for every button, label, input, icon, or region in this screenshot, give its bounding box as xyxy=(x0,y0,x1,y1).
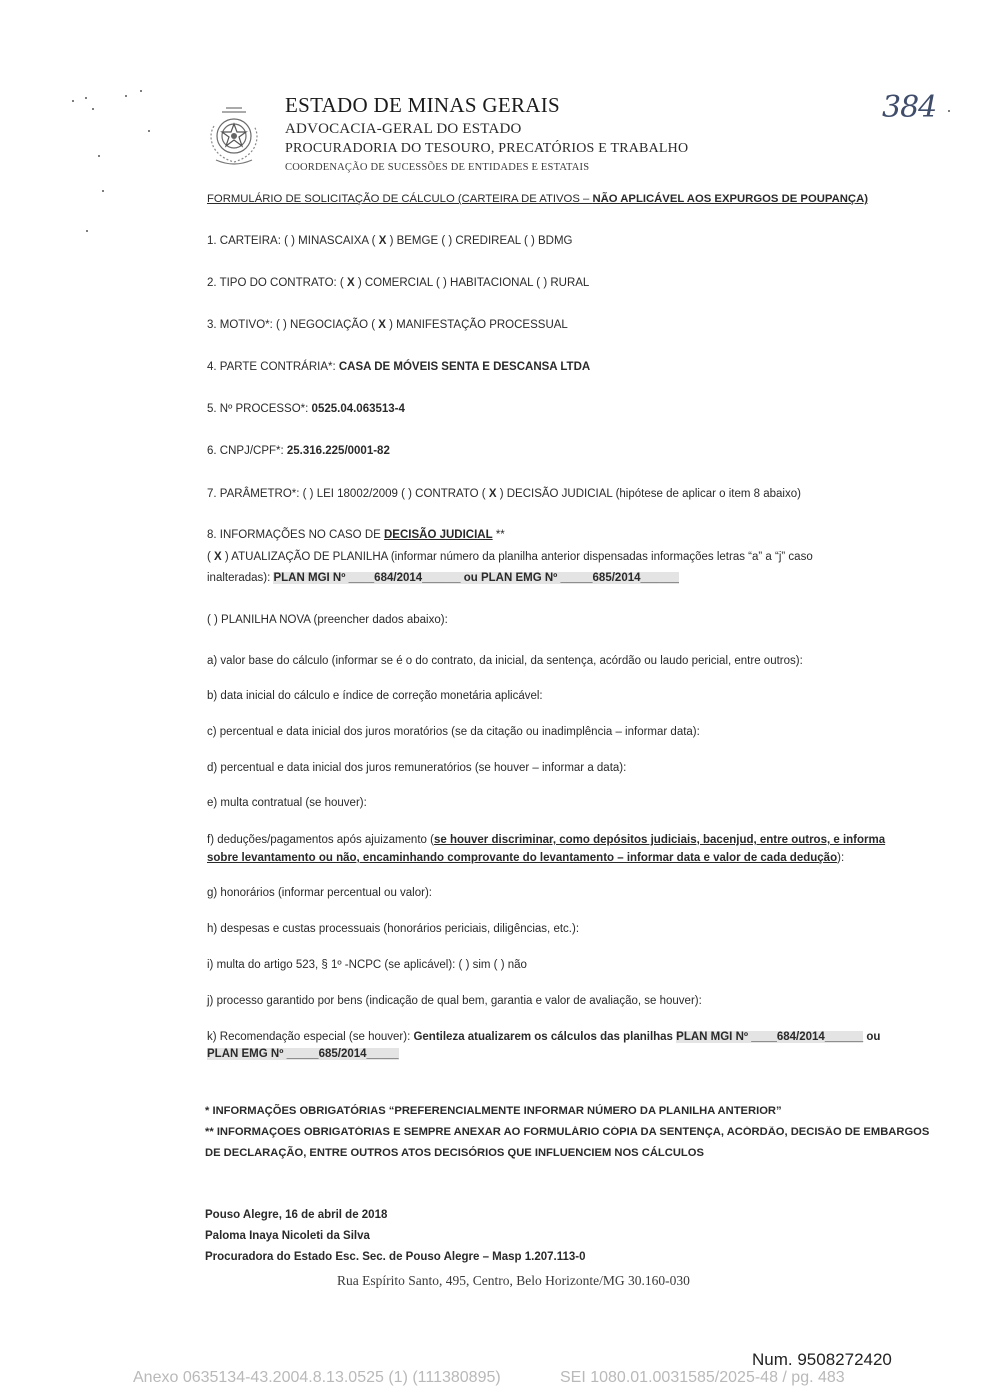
atualizacao-planilha-line1 xyxy=(207,551,813,563)
atualizacao-text2: inalteradas): xyxy=(207,572,274,584)
procuradoria-title: PROCURADORIA DO TESOURO, PRECATÓRIOS E TRABALHO xyxy=(285,141,689,156)
item-informacoes-tail: ** xyxy=(492,529,505,541)
item-informacoes-bold: DECISÃO JUDICIAL xyxy=(384,529,493,541)
item-processo xyxy=(207,403,405,415)
scan-speck xyxy=(85,97,87,99)
address: Rua Espírito Santo, 495, Centro, Belo Horizonte/MG 30.160-030 xyxy=(337,1273,690,1288)
item-tipo-options: ) COMERCIAL ( ) HABITACIONAL ( ) RURAL xyxy=(357,277,590,289)
signature-name: Paloma Inaya Nicoleti da Silva xyxy=(205,1230,370,1242)
scan-speck xyxy=(948,110,950,112)
item-cnpj-value: 25.316.225/0001-82 xyxy=(286,445,390,457)
item-k-plan-emg: PLAN EMG Nº _____685/2014_____ xyxy=(207,1048,399,1060)
sei-reference: SEI 1080.01.0031585/2025-48 / pg. 483 xyxy=(560,1369,845,1386)
document-number: Num. 9508272420 xyxy=(752,1350,892,1369)
item-informacoes-label: 8. INFORMAÇÕES NO CASO DE xyxy=(207,529,384,541)
scan-speck xyxy=(140,90,142,92)
scan-speck xyxy=(98,155,100,157)
item-f-line1 xyxy=(207,834,885,846)
item-parte-contraria xyxy=(207,361,590,373)
item-c: c) percentual e data inicial dos juros moratórios (se da citação ou inadimplência – informar data): xyxy=(207,726,700,738)
scan-speck xyxy=(102,190,104,192)
state-title: ESTADO DE MINAS GERAIS xyxy=(285,93,561,117)
item-parte-value: CASA DE MÓVEIS SENTA E DESCANSA LTDA xyxy=(338,361,591,373)
item-processo-label: 5. Nº PROCESSO*: xyxy=(207,403,312,415)
item-parametro-mark: X xyxy=(485,488,500,500)
annex-reference: Anexo 0635134-43.2004.8.13.0525 (1) (111380895) xyxy=(133,1369,501,1386)
item-j: j) processo garantido por bens (indicação de qual bem, garantia e valor de avaliação, se houver): xyxy=(207,995,702,1007)
item-g: g) honorários (informar percentual ou valor): xyxy=(207,887,432,899)
item-k-line2 xyxy=(207,1048,399,1060)
item-motivo-label: 3. MOTIVO*: ( ) NEGOCIAÇÃO ( xyxy=(207,319,376,331)
item-parte-label: 4. PARTE CONTRÁRIA*: xyxy=(207,361,339,373)
note-mandatory-2: ** INFORMAÇOES OBRIGATÓRIAS E SEMPRE ANEXAR AO FORMULÁRIO CÓPIA DA SENTENÇA, ACÓRDÃO, DECISÃO DE EMBARGOS xyxy=(205,1126,930,1138)
item-k-ou: ou xyxy=(863,1031,881,1043)
item-cnpj xyxy=(207,445,390,457)
atualizacao-mark: X xyxy=(210,551,225,563)
plan-mgi-number: PLAN MGI Nº ____684/2014______ xyxy=(273,572,461,584)
item-carteira xyxy=(207,235,573,247)
item-parametro-label: 7. PARÂMETRO*: ( ) LEI 18002/2009 ( ) CONTRATO ( xyxy=(207,488,486,500)
item-k-plain: k) Recomendação especial (se houver): xyxy=(207,1031,414,1043)
signature-role: Procuradora do Estado Esc. Sec. de Pouso Alegre – Masp 1.207.113-0 xyxy=(205,1251,586,1263)
item-motivo xyxy=(207,319,568,331)
item-tipo-mark: X xyxy=(343,277,358,289)
item-tipo-contrato xyxy=(207,277,589,289)
form-title-plain: FORMULÁRIO DE SOLICITAÇÃO DE CÁLCULO (CARTEIRA DE ATIVOS – xyxy=(207,193,593,205)
coat-of-arms-icon xyxy=(204,104,264,168)
scan-speck xyxy=(148,130,150,132)
signature-place-date: Pouso Alegre, 16 de abril de 2018 xyxy=(205,1209,388,1221)
item-carteira-label: 1. CARTEIRA: ( ) MINASCAIXA ( xyxy=(207,235,376,247)
item-f-bold: se houver discriminar, como depósitos judiciais, bacenjud, entre outros, e informa xyxy=(433,834,886,846)
scan-speck xyxy=(92,108,94,110)
scan-speck xyxy=(125,95,127,97)
item-parametro-options: ) DECISÃO JUDICIAL (hipótese de aplicar o item 8 abaixo) xyxy=(499,488,801,500)
item-informacoes xyxy=(207,529,505,541)
agency-title: ADVOCACIA-GERAL DO ESTADO xyxy=(285,121,522,137)
handwritten-page-number: 384 xyxy=(882,90,937,125)
item-f-line2 xyxy=(207,852,844,864)
item-f-plain: f) deduções/pagamentos após ajuizamento ( xyxy=(207,834,434,846)
item-k-line1 xyxy=(207,1031,880,1043)
note-mandatory-1: * INFORMAÇÕES OBRIGATÓRIAS “PREFERENCIALMENTE INFORMAR NÚMERO DA PLANILHA ANTERIOR” xyxy=(205,1105,782,1117)
item-b: b) data inicial do cálculo e índice de correção monetária aplicável: xyxy=(207,690,543,702)
item-f-bold2: sobre levantamento ou não, encaminhando comprovante do levantamento – informar data e valor de cada dedução xyxy=(207,852,838,864)
item-e: e) multa contratual (se houver): xyxy=(207,797,367,809)
item-motivo-options: ) MANIFESTAÇÃO PROCESSUAL xyxy=(389,319,568,331)
atualizacao-text: ) ATUALIZAÇÃO DE PLANILHA (informar número da planilha anterior dispensadas informações letras “a” a “j” caso xyxy=(224,551,813,563)
item-motivo-mark: X xyxy=(375,319,390,331)
atualizacao-planilha-line2 xyxy=(207,572,679,584)
item-d: d) percentual e data inicial dos juros remuneratórios (se houver – informar a data): xyxy=(207,762,627,774)
form-title-bold: NÃO APLICÁVEL AOS EXPURGOS DE POUPANÇA) xyxy=(592,193,868,205)
item-a: a) valor base do cálculo (informar se é o do contrato, da inicial, da sentença, acórdão ou laudo pericial, entre outros): xyxy=(207,655,803,667)
item-f-tail: ): xyxy=(837,852,845,864)
note-mandatory-3: DE DECLARAÇÃO, ENTRE OUTROS ATOS DECISÓRIOS QUE INFLUENCIEM NOS CÁLCULOS xyxy=(205,1147,704,1159)
plan-emg-number: ou PLAN EMG Nº _____685/2014______ xyxy=(460,572,679,584)
planilha-nova: ( ) PLANILHA NOVA (preencher dados abaixo): xyxy=(207,614,448,626)
item-k-plan-mgi: PLAN MGI Nº ____684/2014______ xyxy=(676,1031,864,1043)
item-cnpj-label: 6. CNPJ/CPF*: xyxy=(207,445,287,457)
scan-speck xyxy=(86,230,88,232)
item-k-bold: Gentileza atualizarem os cálculos das planilhas xyxy=(413,1031,677,1043)
form-title xyxy=(207,193,868,205)
scan-speck xyxy=(72,100,74,102)
item-i: i) multa do artigo 523, § 1º -NCPC (se aplicável): ( ) sim ( ) não xyxy=(207,959,527,971)
item-h: h) despesas e custas processuais (honorários periciais, diligências, etc.): xyxy=(207,923,580,935)
item-processo-value: 0525.04.063513-4 xyxy=(311,403,405,415)
atualizacao-open: ( xyxy=(207,551,211,563)
item-parametro xyxy=(207,488,801,500)
coordenacao-title: COORDENAÇÃO DE SUCESSÕES DE ENTIDADES E ESTATAIS xyxy=(285,162,590,173)
item-carteira-mark: X xyxy=(375,235,390,247)
item-carteira-options: ) BEMGE ( ) CREDIREAL ( ) BDMG xyxy=(389,235,573,247)
item-tipo-label: 2. TIPO DO CONTRATO: ( xyxy=(207,277,344,289)
